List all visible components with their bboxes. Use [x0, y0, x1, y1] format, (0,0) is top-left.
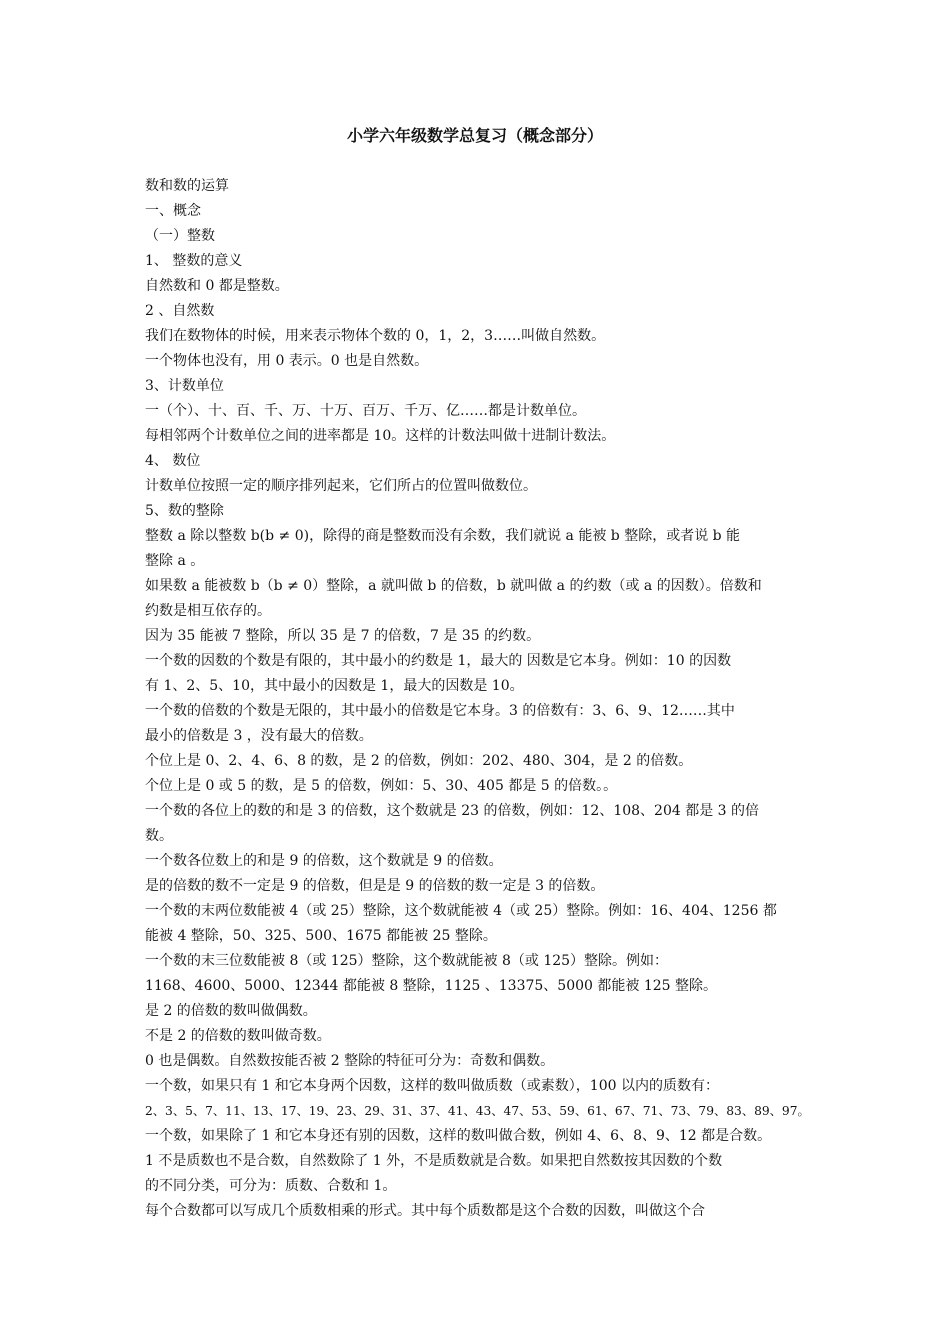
text-line: 不是 2 的倍数的数叫做奇数。 — [145, 1028, 331, 1044]
text-line: 一个物体也没有，用 0 表示。0 也是自然数。 — [145, 353, 429, 369]
text-line: 2、3、5、7、11、13、17、19、23、29、31、37、41、43、47、53、59、61、67、71、73、79、83、89、97。 — [145, 1104, 810, 1118]
text-line: 一个数的倍数的个数是无限的，其中最小的倍数是它本身。3 的倍数有：3、6、9、12……其中 — [145, 703, 735, 719]
text-line: 2 、自然数 — [145, 303, 215, 319]
text-line: 能被 4 整除，50、325、500、1675 都能被 25 整除。 — [145, 928, 497, 944]
text-line: 数。 — [145, 828, 173, 844]
text-line: 1168、4600、5000、12344 都能被 8 整除，1125 、13375、5000 都能被 125 整除。 — [145, 978, 717, 994]
text-line: 约数是相互依存的。 — [145, 603, 271, 619]
text-line: 一、概念 — [145, 203, 201, 219]
text-line: 个位上是 0 或 5 的数，是 5 的倍数，例如：5、30、405 都是 5 的倍数。。 — [145, 778, 618, 794]
text-line: 4、 数位 — [145, 453, 201, 469]
text-line: 自然数和 0 都是整数。 — [145, 278, 289, 294]
text-line: （一）整数 — [145, 228, 215, 244]
text-line: 一（个）、十、百、千、万、十万、百万、千万、亿……都是计数单位。 — [145, 403, 586, 419]
text-line: 是的倍数的数不一定是 9 的倍数，但是是 9 的倍数的数一定是 3 的倍数。 — [145, 878, 605, 894]
text-line: 因为 35 能被 7 整除，所以 35 是 7 的倍数，7 是 35 的约数。 — [145, 628, 541, 644]
document-title: 小学六年级数学总复习（概念部分） — [346, 126, 603, 145]
text-line: 0 也是偶数。自然数按能否被 2 整除的特征可分为：奇数和偶数。 — [145, 1053, 555, 1069]
text-line: 数和数的运算 — [145, 178, 229, 194]
text-line: 一个数的因数的个数是有限的，其中最小的约数是 1，最大的 因数是它本身。例如：10 的因数 — [145, 653, 732, 669]
text-line: 每个合数都可以写成几个质数相乘的形式。其中每个质数都是这个合数的因数，叫做这个合 — [145, 1203, 705, 1219]
text-line: 一个数的末两位数能被 4（或 25）整除，这个数就能被 4（或 25）整除。例如：16、404、1256 都 — [145, 903, 777, 919]
text-line: 整数 a 除以整数 b(b ≠ 0)，除得的商是整数而没有余数，我们就说 a 能被 b 整除，或者说 b 能 — [145, 528, 741, 544]
text-line: 整除 a 。 — [145, 553, 205, 569]
text-line: 每相邻两个计数单位之间的进率都是 10。这样的计数法叫做十进制计数法。 — [145, 428, 616, 444]
text-line: 最小的倍数是 3 ，没有最大的倍数。 — [145, 728, 373, 744]
text-line: 1 不是质数也不是合数，自然数除了 1 外，不是质数就是合数。如果把自然数按其因数的个数 — [145, 1153, 723, 1169]
text-line: 一个数的各位上的数的和是 3 的倍数，这个数就是 23 的倍数，例如：12、108、204 都是 3 的倍 — [145, 803, 760, 819]
text-line: 一个数，如果除了 1 和它本身还有别的因数，这样的数叫做合数，例如 4、6、8、9、12 都是合数。 — [145, 1128, 772, 1144]
text-line: 如果数 a 能被数 b（b ≠ 0）整除，a 就叫做 b 的倍数，b 就叫做 a 的约数（或 a 的因数）。倍数和 — [145, 578, 762, 594]
text-line: 一个数的末三位数能被 8（或 125）整除，这个数就能被 8（或 125）整除。例如： — [145, 953, 669, 969]
document-body — [145, 174, 810, 1224]
text-line: 一个数，如果只有 1 和它本身两个因数，这样的数叫做质数（或素数），100 以内的质数有： — [145, 1078, 719, 1094]
text-line: 3、计数单位 — [145, 378, 224, 394]
text-line: 的不同分类，可分为：质数、合数和 1。 — [145, 1178, 397, 1194]
text-line: 计数单位按照一定的顺序排列起来，它们所占的位置叫做数位。 — [145, 478, 537, 494]
text-line: 我们在数物体的时候，用来表示物体个数的 0，1，2，3……叫做自然数。 — [145, 328, 606, 344]
text-line: 一个数各位数上的和是 9 的倍数，这个数就是 9 的倍数。 — [145, 853, 503, 869]
text-line: 个位上是 0、2、4、6、8 的数，是 2 的倍数，例如：202、480、304，是 2 的倍数。 — [145, 753, 693, 769]
text-line: 有 1、2、5、10，其中最小的因数是 1，最大的因数是 10。 — [145, 678, 524, 694]
text-line: 5、数的整除 — [145, 503, 224, 519]
text-line: 1、 整数的意义 — [145, 253, 243, 269]
text-line: 是 2 的倍数的数叫做偶数。 — [145, 1003, 317, 1019]
